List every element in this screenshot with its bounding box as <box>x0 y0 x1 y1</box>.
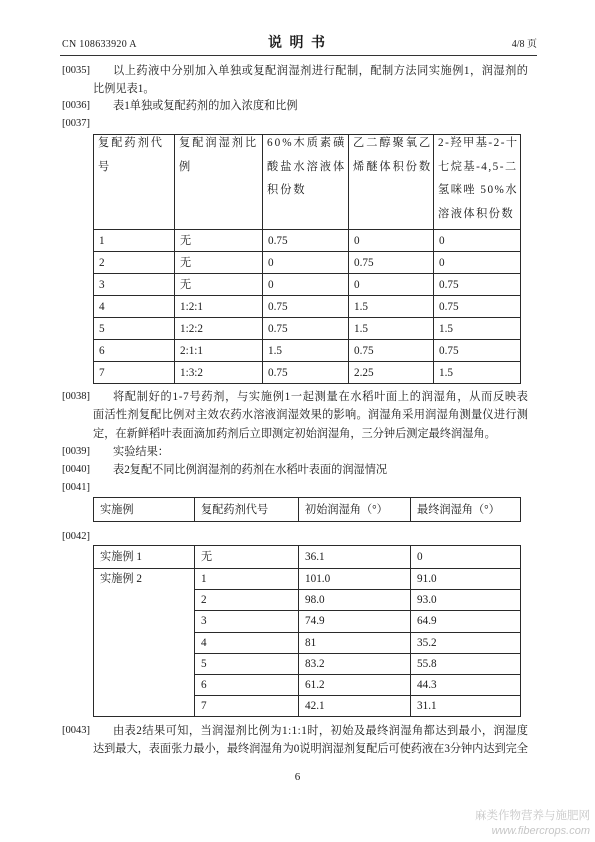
cell-code: 7 <box>94 362 175 384</box>
cell-lignosulfonate: 1.5 <box>263 340 349 362</box>
cell-code: 4 <box>195 632 299 653</box>
cell-final-angle: 31.1 <box>411 696 521 717</box>
header-cell <box>263 135 349 230</box>
cell-ratio: 1:2:2 <box>175 318 263 340</box>
cell-initial-angle: 83.2 <box>299 653 411 674</box>
cell-final-angle: 55.8 <box>411 653 521 674</box>
paragraph-body <box>93 97 528 116</box>
cell-initial-angle: 101.0 <box>299 569 411 590</box>
watermark-url: www.fibercrops.com <box>491 825 590 837</box>
cell-code: 6 <box>94 340 175 362</box>
cell-initial-angle: 74.9 <box>299 611 411 632</box>
paragraph-body <box>93 388 528 444</box>
paragraph-number: [0041] <box>62 481 90 493</box>
cell-lignosulfonate: 0.75 <box>263 318 349 340</box>
table-row <box>94 546 521 569</box>
table-caption: 表1单独或复配药剂的加入浓度和比例 <box>113 99 298 112</box>
cell-code: 3 <box>94 274 175 296</box>
cell-ratio: 无 <box>175 252 263 274</box>
cell-lignosulfonate: 0.75 <box>263 230 349 252</box>
table-1-formulations <box>93 134 521 384</box>
paragraph-number: [0038] <box>62 390 90 402</box>
cell-ether: 0 <box>349 230 434 252</box>
paragraph-number: [0036] <box>62 99 90 111</box>
cell-lignosulfonate: 0.75 <box>263 296 349 318</box>
page-indicator: 4/8 页 <box>511 39 537 50</box>
paragraph-body <box>93 62 528 99</box>
page-number: 6 <box>294 771 301 783</box>
paragraph-line: 实验结果： <box>113 445 169 458</box>
paragraph-body <box>93 443 528 462</box>
header-polyoxyethylene-ether-parts: 乙二醇聚氧乙烯醚体积份数 <box>353 137 433 173</box>
cell-code: 3 <box>195 611 299 632</box>
header-wetting-agent-ratio: 复配润湿剂比例 <box>179 137 259 173</box>
cell-initial-angle: 36.1 <box>299 546 411 569</box>
cell-ether: 2.25 <box>349 362 434 384</box>
paragraph-number: [0043] <box>62 724 90 736</box>
paragraph-line: 面活性剂复配比例对主效农药水溶液润湿效果的影响。润湿角采用润湿角测量仪进行测 <box>93 409 529 422</box>
cell-code: 7 <box>195 696 299 717</box>
header-cell <box>349 135 434 230</box>
cell-final-angle: 93.0 <box>411 590 521 611</box>
cell-code: 5 <box>94 318 175 340</box>
cell-initial-angle: 61.2 <box>299 674 411 695</box>
cell-code: 5 <box>195 653 299 674</box>
cell-lignosulfonate: 0.75 <box>263 362 349 384</box>
paragraph-number: [0035] <box>62 64 90 76</box>
paragraph-body <box>93 461 528 480</box>
watermark-site-name: 麻类作物营养与施肥网 <box>475 808 590 822</box>
paragraph-number: [0042] <box>62 530 90 542</box>
cell-ether: 0 <box>349 274 434 296</box>
cell-final-angle: 44.3 <box>411 674 521 695</box>
header-final-angle: 最终润湿角（°） <box>411 498 521 522</box>
cell-imidazoline: 0 <box>434 252 521 274</box>
table-row <box>94 230 521 252</box>
cell-imidazoline: 0.75 <box>434 296 521 318</box>
paragraph-number: [0040] <box>62 463 90 475</box>
cell-ratio: 无 <box>175 274 263 296</box>
table-row <box>94 318 521 340</box>
table-2-results <box>93 545 521 717</box>
cell-ratio: 1:2:1 <box>175 296 263 318</box>
cell-final-angle: 64.9 <box>411 611 521 632</box>
header-lignosulfonate-parts: 60%木质素磺酸盐水溶液体积份数 <box>267 137 347 196</box>
cell-lignosulfonate: 0 <box>263 252 349 274</box>
cell-ether: 0.75 <box>349 340 434 362</box>
header-divider <box>60 55 537 56</box>
cell-initial-angle: 42.1 <box>299 696 411 717</box>
header-cell <box>94 135 175 230</box>
cell-final-angle: 91.0 <box>411 569 521 590</box>
paragraph-number: [0039] <box>62 445 90 457</box>
cell-code: 1 <box>94 230 175 252</box>
table-row <box>94 274 521 296</box>
table-header-row <box>94 135 521 230</box>
header-cell <box>175 135 263 230</box>
cell-code: 1 <box>195 569 299 590</box>
table-caption: 表2复配不同比例润湿剂的药剂在水稻叶表面的润湿情况 <box>113 463 388 476</box>
header-example: 实施例 <box>94 498 195 522</box>
table-row <box>94 569 521 590</box>
table-header-row <box>94 498 521 522</box>
header-cell <box>434 135 521 230</box>
cell-imidazoline: 0.75 <box>434 274 521 296</box>
paragraph-line: 以上药液中分别加入单独或复配润湿剂进行配制，配制方法同实施例1，润湿剂的 <box>113 64 529 77</box>
cell-code: 2 <box>195 590 299 611</box>
cell-ratio: 1:3:2 <box>175 362 263 384</box>
cell-code: 无 <box>195 546 299 569</box>
table-row <box>94 252 521 274</box>
paragraph-line: 定，在新鲜稻叶表面滴加药剂后立即测定初始润湿角，三分钟后测定最终润湿角。 <box>93 427 496 440</box>
table-2-header <box>93 497 521 522</box>
cell-ether: 0.75 <box>349 252 434 274</box>
cell-ether: 1.5 <box>349 296 434 318</box>
table-row <box>94 362 521 384</box>
paragraph-line: 由表2结果可知，当润湿剂比例为1:1:1时，初始及最终润湿角都达到最小，润湿度 <box>113 724 529 737</box>
header-formulation-code: 复配药剂代号 <box>98 137 164 173</box>
paragraph-number: [0037] <box>62 117 90 129</box>
cell-imidazoline: 1.5 <box>434 362 521 384</box>
paragraph-line: 将配制好的1-7号药剂，与实施例1一起测量在水稻叶面上的润湿角，从而反映表 <box>113 390 529 403</box>
cell-imidazoline: 0.75 <box>434 340 521 362</box>
document-title: 说 明 书 <box>268 36 327 51</box>
paragraph-body <box>93 722 528 759</box>
cell-code: 6 <box>195 674 299 695</box>
cell-ratio: 2:1:1 <box>175 340 263 362</box>
paragraph-line: 比例见表1。 <box>93 83 155 96</box>
cell-ether: 1.5 <box>349 318 434 340</box>
header-imidazoline-parts: 2-羟甲基-2-十七烷基-4,5-二氢咪唑 50%水溶液体积份数 <box>438 137 519 220</box>
cell-example: 实施例 2 <box>94 569 195 717</box>
cell-code: 4 <box>94 296 175 318</box>
cell-code: 2 <box>94 252 175 274</box>
table-row <box>94 296 521 318</box>
cell-ratio: 无 <box>175 230 263 252</box>
cell-lignosulfonate: 0 <box>263 274 349 296</box>
cell-final-angle: 0 <box>411 546 521 569</box>
cell-initial-angle: 81 <box>299 632 411 653</box>
cell-imidazoline: 0 <box>434 230 521 252</box>
document-number: CN 108633920 A <box>62 39 137 50</box>
paragraph-line: 达到最大，表面张力最小，最终润湿角为0说明润湿剂复配后可使药液在3分钟内达到完全 <box>93 743 528 756</box>
cell-final-angle: 35.2 <box>411 632 521 653</box>
cell-imidazoline: 1.5 <box>434 318 521 340</box>
header-formulation-code: 复配药剂代号 <box>195 498 299 522</box>
table-row <box>94 340 521 362</box>
cell-example: 实施例 1 <box>94 546 195 569</box>
header-initial-angle: 初始润湿角（°） <box>299 498 411 522</box>
cell-initial-angle: 98.0 <box>299 590 411 611</box>
